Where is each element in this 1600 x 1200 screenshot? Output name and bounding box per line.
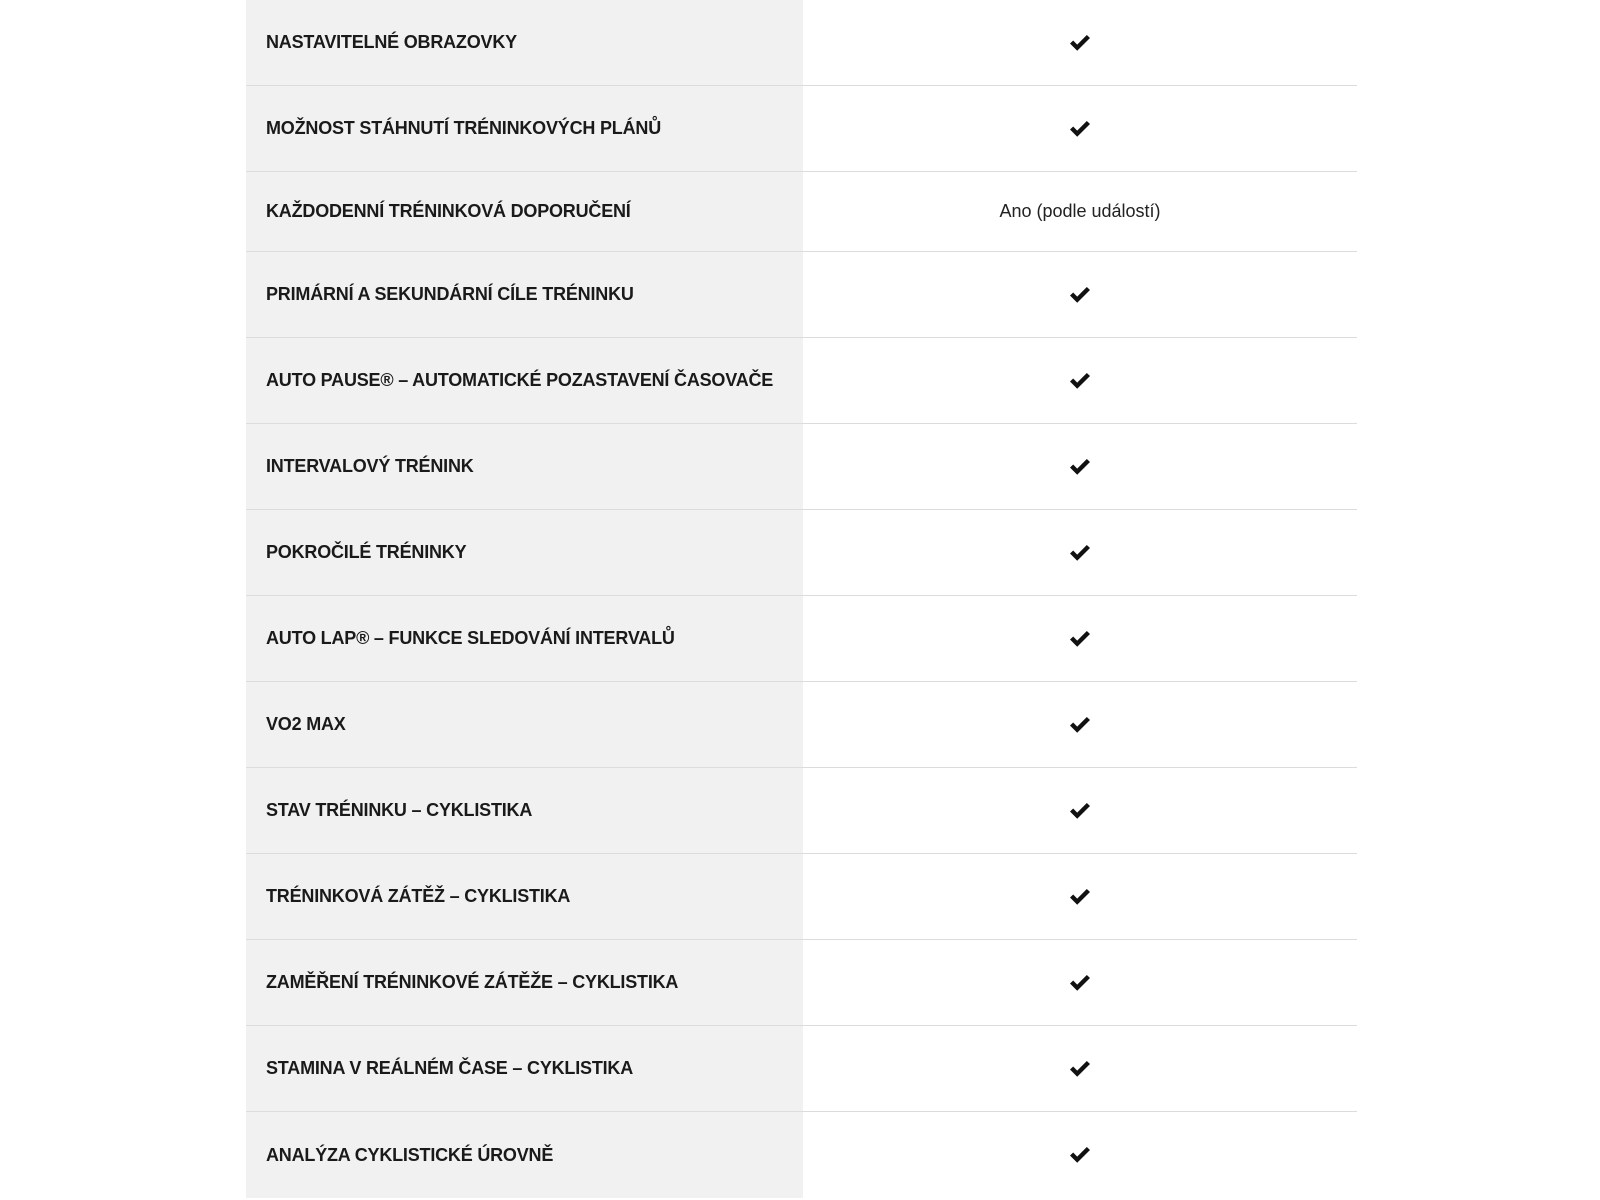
check-icon (1069, 1060, 1091, 1078)
table-row (246, 1112, 1357, 1198)
table-row (246, 424, 1357, 510)
feature-label: INTERVALOVÝ TRÉNINK (266, 456, 474, 476)
feature-cell (246, 1026, 803, 1111)
check-icon (1069, 888, 1091, 906)
value-cell (803, 768, 1357, 853)
check-icon (1069, 372, 1091, 390)
check-icon (1069, 716, 1091, 734)
feature-label: TRÉNINKOVÁ ZÁTĚŽ – CYKLISTIKA (266, 886, 571, 906)
check-icon (1069, 544, 1091, 562)
table-row (246, 338, 1357, 424)
feature-label: MOŽNOST STÁHNUTÍ TRÉNINKOVÝCH PLÁNŮ (266, 118, 661, 138)
check-icon (1069, 802, 1091, 820)
feature-cell (246, 338, 803, 423)
table-row (246, 940, 1357, 1026)
feature-comparison-table (246, 0, 1357, 1198)
check-icon (1069, 630, 1091, 648)
feature-cell (246, 172, 803, 251)
feature-label: KAŽDODENNÍ TRÉNINKOVÁ DOPORUČENÍ (266, 201, 631, 221)
feature-cell (246, 252, 803, 337)
value-cell (803, 338, 1357, 423)
table-row (246, 0, 1357, 86)
check-icon (1069, 1146, 1091, 1164)
value-cell (803, 596, 1357, 681)
feature-label: STAMINA V REÁLNÉM ČASE – CYKLISTIKA (266, 1058, 634, 1078)
table-row (246, 768, 1357, 854)
feature-cell (246, 0, 803, 85)
table-row (246, 172, 1357, 252)
feature-cell (246, 1112, 803, 1198)
feature-label: NASTAVITELNÉ OBRAZOVKY (266, 32, 517, 52)
feature-cell (246, 768, 803, 853)
value-cell (803, 854, 1357, 939)
value-cell (803, 1112, 1357, 1198)
feature-cell (246, 424, 803, 509)
table-row (246, 252, 1357, 338)
feature-label: AUTO PAUSE® – AUTOMATICKÉ POZASTAVENÍ ČASOVAČE (266, 370, 774, 390)
feature-label: AUTO LAP® – FUNKCE SLEDOVÁNÍ INTERVALŮ (266, 628, 675, 648)
feature-label: VO2 MAX (266, 714, 346, 734)
feature-label: POKROČILÉ TRÉNINKY (266, 542, 467, 562)
table-row (246, 86, 1357, 172)
feature-cell (246, 596, 803, 681)
check-icon (1069, 974, 1091, 992)
feature-label: PRIMÁRNÍ A SEKUNDÁRNÍ CÍLE TRÉNINKU (266, 284, 634, 304)
value-cell (803, 1026, 1357, 1111)
feature-label: ANALÝZA CYKLISTICKÉ ÚROVNĚ (266, 1144, 554, 1165)
value-cell (803, 86, 1357, 171)
check-icon (1069, 34, 1091, 52)
check-icon (1069, 286, 1091, 304)
value-cell (803, 172, 1357, 251)
table-row (246, 510, 1357, 596)
check-icon (1069, 458, 1091, 476)
value-cell (803, 940, 1357, 1025)
feature-cell (246, 940, 803, 1025)
table-row (246, 854, 1357, 940)
table-row (246, 596, 1357, 682)
value-cell (803, 252, 1357, 337)
feature-label: STAV TRÉNINKU – CYKLISTIKA (266, 800, 533, 820)
feature-cell (246, 510, 803, 595)
value-cell (803, 0, 1357, 85)
feature-cell (246, 682, 803, 767)
value-cell (803, 682, 1357, 767)
check-icon (1069, 120, 1091, 138)
value-cell (803, 424, 1357, 509)
value-text: Ano (podle událostí) (999, 201, 1161, 221)
value-cell (803, 510, 1357, 595)
table-row (246, 1026, 1357, 1112)
table-row (246, 682, 1357, 768)
feature-cell (246, 86, 803, 171)
feature-label: ZAMĚŘENÍ TRÉNINKOVÉ ZÁTĚŽE – CYKLISTIKA (266, 972, 679, 992)
feature-cell (246, 854, 803, 939)
